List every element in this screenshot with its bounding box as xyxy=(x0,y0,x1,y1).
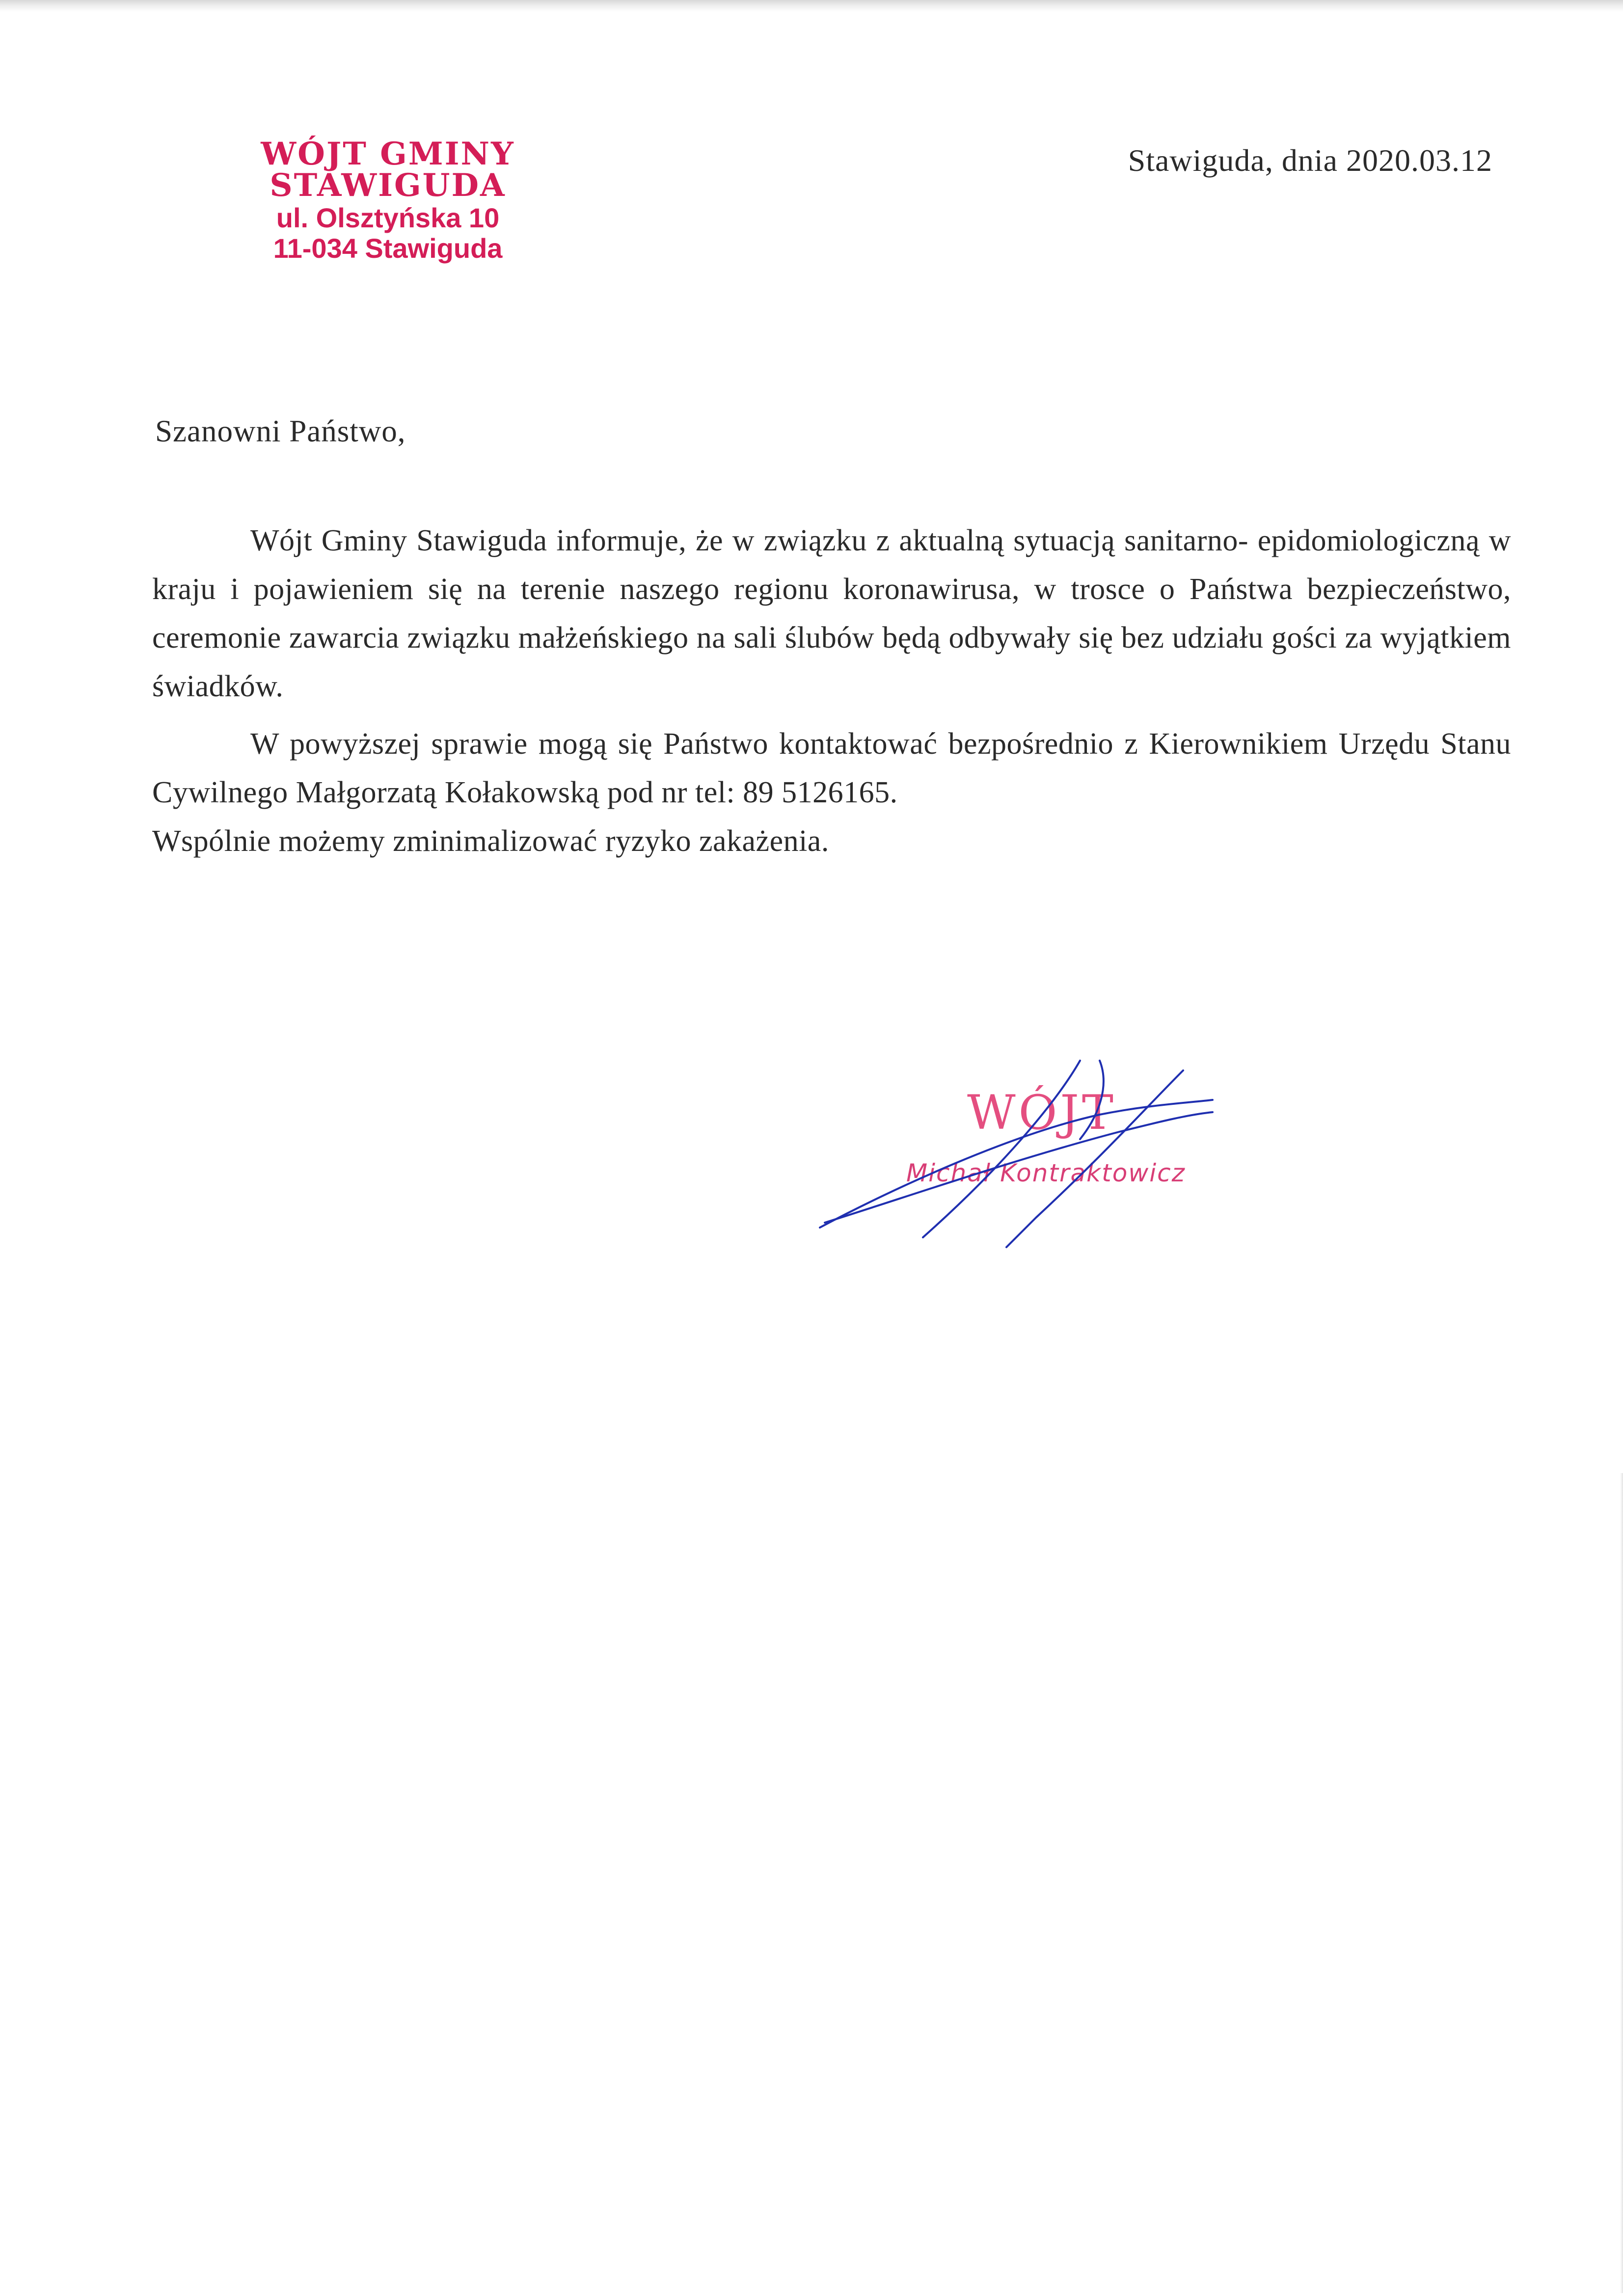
handwritten-signature xyxy=(805,1041,1237,1252)
signature-stroke-4 xyxy=(1006,1070,1183,1247)
scan-right-edge xyxy=(1620,1473,1623,2293)
paragraph-contact: W powyższej sprawie mogą się Państwo kontaktować bezpośrednio z Kierownikiem Urzędu Stanu Cywilnego Małgorzatą Kołakowską pod nr tel: 89 5126165. xyxy=(152,727,1511,809)
signature-stroke-5 xyxy=(1080,1061,1104,1139)
stamp-postal: 11-034 Stawiguda xyxy=(273,233,503,264)
signature-stamp-name: Michał Kontraktowicz xyxy=(906,1159,1186,1187)
scan-top-edge xyxy=(0,0,1623,12)
paragraph-closing: Wspólnie możemy zminimalizować ryzyko zakażenia. xyxy=(152,824,829,858)
signature-stamp-title: WÓJT xyxy=(967,1085,1116,1140)
stamp-municipality: STAWIGUDA xyxy=(270,167,506,204)
stamp-title: WÓJT GMINY xyxy=(261,136,515,172)
paragraph-announcement: Wójt Gminy Stawiguda informuje, że w związku z aktualną sytuacją sanitarno- epidomiologiczną w kraju i pojawieniem się na terenie naszego regionu koronawirusa, w trosce o Państwa bezpieczeństwo, ceremonie zawarcia związku małżeńskiego na sali ślubów będą odbywały się bez udziału gości za wyjątkiem świadków. xyxy=(152,524,1511,703)
signature-stroke-2 xyxy=(825,1112,1213,1223)
letter-date: Stawiguda, dnia 2020.03.12 xyxy=(1128,143,1492,178)
greeting: Szanowni Państwo, xyxy=(155,414,406,448)
stamp-street: ul. Olsztyńska 10 xyxy=(276,202,500,233)
header-stamp xyxy=(216,138,560,262)
letter-body xyxy=(152,517,1511,866)
signature-block xyxy=(805,1041,1237,1252)
signature-stroke-1 xyxy=(820,1100,1213,1228)
